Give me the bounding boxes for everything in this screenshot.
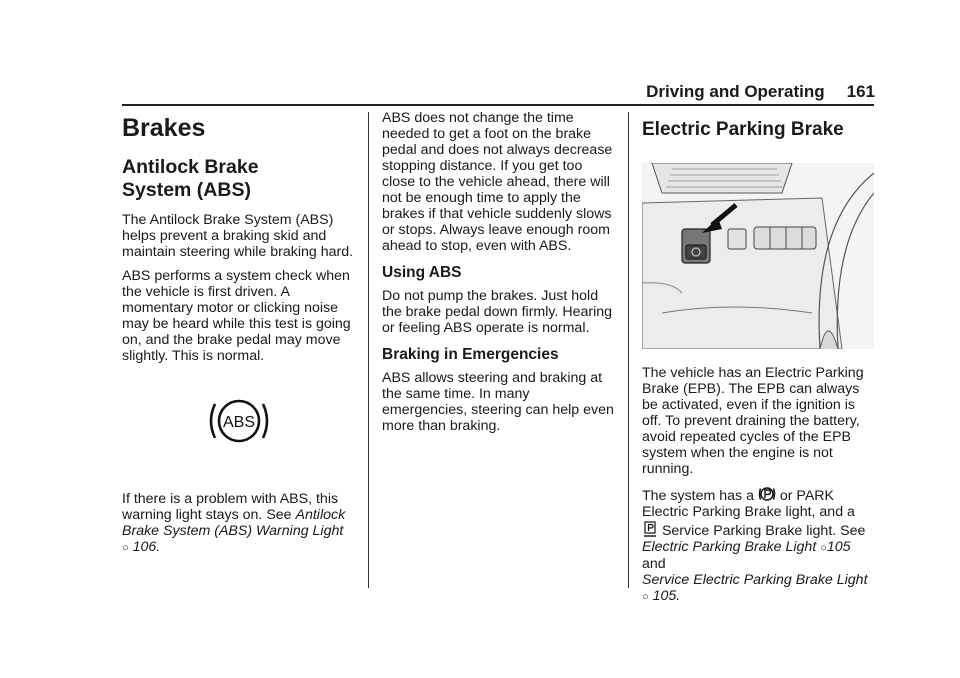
heading-using-abs: Using ABS [382, 264, 462, 281]
abs-warning-icon [206, 394, 272, 448]
circle-arrow-icon: ○ [642, 591, 649, 603]
column-2 [382, 110, 614, 442]
epb-lights-text-c: Service Parking Brake light. See [658, 523, 866, 539]
page-number: 161 [846, 82, 875, 101]
abs-warning-light-link[interactable]: Antilock Brake System (ABS) Warning Light [122, 507, 346, 539]
circle-arrow-icon: ○ [820, 542, 827, 554]
heading-antilock-brake-system [122, 156, 357, 202]
abs-intro-paragraph: The Antilock Brake System (ABS) helps prevent a braking skid and maintain steering while braking hard. [122, 212, 354, 260]
heading-braking-in-emergencies: Braking in Emergencies [382, 346, 559, 363]
epb-lights-paragraph [642, 485, 874, 605]
section-heading-brakes: Brakes [122, 114, 206, 142]
header-rule [122, 104, 874, 106]
abs-check-paragraph: ABS performs a system check when the vehicle is first driven. A momentary motor or clicking noise may be heard while this test is going on, and the brake pedal may move slightly. This is normal. [122, 268, 351, 364]
column-3 [642, 110, 874, 613]
epb-light-link[interactable]: Electric Parking Brake Light [642, 539, 817, 555]
using-abs-paragraph: Do not pump the brakes. Just hold the brake pedal down firmly. Hearing or feeling ABS operate is normal. [382, 288, 613, 336]
service-epb-light-link[interactable]: Service Electric Parking Brake Light [642, 572, 868, 588]
abs-icon-text: ABS [222, 414, 256, 431]
emergencies-paragraph: ABS allows steering and braking at the same time. In many emergencies, steering can help even more than braking. [382, 370, 614, 434]
column-1 [122, 110, 357, 564]
section-title: Driving and Operating [646, 82, 825, 101]
abs-warning-text: If there is a problem with ABS, this warning light stays on. See [122, 491, 339, 523]
epb-intro-paragraph: The vehicle has an Electric Parking Brake (EPB). The EPB can always be activated, even if the ignition is off. To prevent draining the battery, avoid repeated cycles of the EPB system when the engine is not running. [642, 365, 864, 477]
abs-warning-icon-figure [122, 386, 357, 481]
epb-lights-text-a: The system has a [642, 488, 758, 504]
running-header [600, 82, 875, 102]
page-ref-106[interactable]: 106. [132, 539, 161, 555]
abs-stopping-paragraph: ABS does not change the time needed to get a foot on the brake pedal and does not always decrease stopping distance. If you get too close to the vehicle ahead, there will not be enough time to apply the brakes if that vehicle suddenly slows or stops. Always leave enough room ahead to stop, even with ABS. [382, 110, 613, 254]
heading-line-1: Antilock Brake [122, 156, 259, 178]
park-brake-light-icon [758, 485, 776, 503]
epb-switch-illustration [642, 163, 874, 349]
heading-line-2: System (ABS) [122, 179, 251, 201]
circle-arrow-icon: ○ [122, 542, 129, 554]
and-text: and [642, 556, 666, 572]
column-divider-1 [368, 112, 369, 588]
page-ref-105-b[interactable]: 105. [652, 588, 681, 604]
heading-electric-parking-brake: Electric Parking Brake [642, 119, 844, 140]
service-brake-light-icon [642, 520, 658, 538]
page-ref-105-a[interactable]: 105 [826, 539, 851, 555]
epb-lights-text-b: or PARK Electric Parking Brake light, and a [642, 488, 855, 520]
column-divider-2 [628, 112, 629, 588]
abs-warning-paragraph [122, 491, 357, 556]
